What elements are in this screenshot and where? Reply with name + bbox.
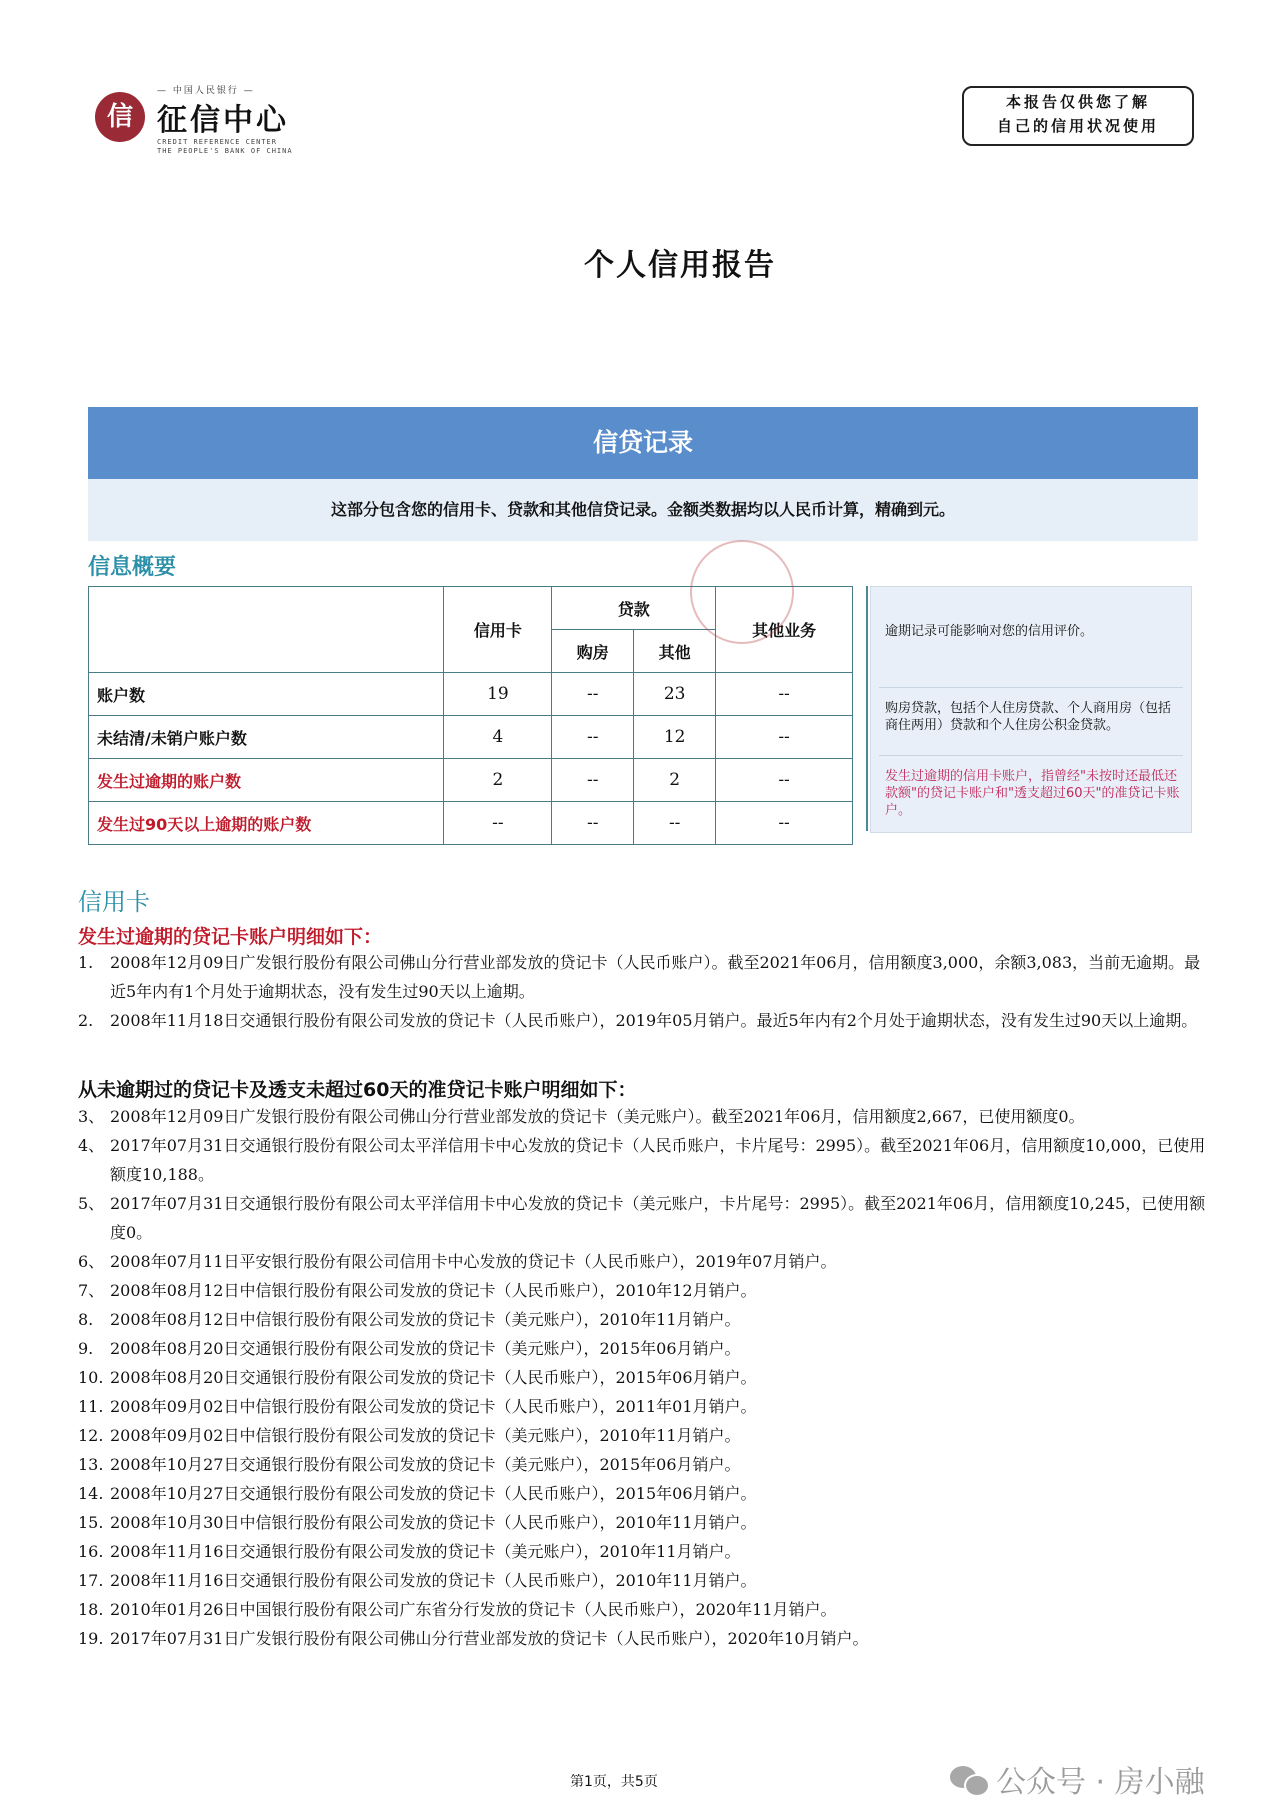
note-overdue-definition: 发生过逾期的信用卡账户，指曾经"未按时还最低还款额"的贷记卡账户和"透支超过60天"的准贷记卡账户。 — [879, 755, 1183, 819]
list-item — [78, 1247, 1213, 1276]
table-row — [89, 716, 853, 759]
logo-sub-line2: THE PEOPLE'S BANK OF CHINA — [157, 147, 293, 155]
row-label: 发生过90天以上逾期的账户数 — [89, 802, 444, 845]
item-text: 2008年09月02日中信银行股份有限公司发放的贷记卡（美元账户），2010年11月销户。 — [110, 1426, 741, 1445]
item-text: 2008年09月02日中信银行股份有限公司发放的贷记卡（人民币账户），2011年01月销户。 — [110, 1397, 757, 1416]
list-item — [78, 1189, 1213, 1247]
notice-line1: 本报告仅供您了解 — [1005, 93, 1150, 111]
item-number: 12. — [78, 1426, 104, 1445]
item-number: 7、 — [78, 1281, 105, 1300]
item-number: 19. — [78, 1629, 104, 1648]
overdue-accounts-list — [78, 948, 1213, 1035]
cell-credit-card: -- — [444, 802, 552, 845]
credit-center-logo — [95, 80, 355, 160]
item-text: 2008年07月11日平安银行股份有限公司信用卡中心发放的贷记卡（人民币账户），2019年07月销户。 — [110, 1252, 837, 1271]
cell-other-business: -- — [716, 759, 853, 802]
item-text: 2008年11月16日交通银行股份有限公司发放的贷记卡（人民币账户），2010年11月销户。 — [110, 1571, 757, 1590]
item-text: 2008年08月20日交通银行股份有限公司发放的贷记卡（美元账户），2015年06月销户。 — [110, 1339, 741, 1358]
item-number: 14. — [78, 1484, 104, 1503]
row-label: 发生过逾期的账户数 — [89, 759, 444, 802]
notice-line2: 自己的信用状况使用 — [996, 117, 1159, 135]
item-number: 4、 — [78, 1136, 105, 1155]
note-overdue-impact: 逾期记录可能影响对您的信用评价。 — [885, 624, 1094, 639]
cell-credit-card: 4 — [444, 716, 552, 759]
list-item — [78, 1537, 1213, 1566]
row-label: 账户数 — [89, 673, 444, 716]
list-item — [78, 1566, 1213, 1595]
col-loan: 贷款 — [552, 587, 716, 630]
logo-sub-line1: CREDIT REFERENCE CENTER — [157, 138, 277, 146]
cell-other: -- — [634, 802, 716, 845]
cell-other: 23 — [634, 673, 716, 716]
list-item — [78, 1305, 1213, 1334]
item-number: 16. — [78, 1542, 104, 1561]
seal-stamp-decoration — [690, 540, 794, 644]
logo-subtitle — [157, 138, 293, 156]
list-item — [78, 1421, 1213, 1450]
col-loan-other: 其他 — [634, 630, 716, 673]
item-text: 2008年08月20日交通银行股份有限公司发放的贷记卡（人民币账户），2015年06月销户。 — [110, 1368, 757, 1387]
list-item — [78, 1276, 1213, 1305]
item-text: 2017年07月31日交通银行股份有限公司太平洋信用卡中心发放的贷记卡（人民币账户，卡片尾号：2995）。截至2021年06月，信用额度10,000，已使用额度10,188。 — [110, 1136, 1206, 1184]
item-text: 2008年12月09日广发银行股份有限公司佛山分行营业部发放的贷记卡（美元账户）。截至2021年06月，信用额度2,667，已使用额度0。 — [110, 1107, 1085, 1126]
list-item — [78, 1595, 1213, 1624]
page-indicator: 第1页，共5页 — [570, 1774, 658, 1790]
cell-other-business: -- — [716, 802, 853, 845]
section-banner: 信贷记录 — [88, 407, 1198, 479]
cell-other: 12 — [634, 716, 716, 759]
col-loan-housing: 购房 — [552, 630, 634, 673]
item-text: 2017年07月31日交通银行股份有限公司太平洋信用卡中心发放的贷记卡（美元账户，卡片尾号：2995）。截至2021年06月，信用额度10,245，已使用额度0。 — [110, 1194, 1206, 1242]
table-row — [89, 759, 853, 802]
item-number: 15. — [78, 1513, 104, 1532]
item-number: 6、 — [78, 1252, 105, 1271]
col-other-business: 其他业务 — [716, 587, 853, 673]
cell-housing: -- — [552, 716, 634, 759]
col-credit-card: 信用卡 — [444, 587, 552, 673]
item-number: 5、 — [78, 1194, 105, 1213]
list-item — [78, 1006, 1213, 1035]
item-number: 11. — [78, 1397, 104, 1416]
item-text: 2008年10月30日中信银行股份有限公司发放的贷记卡（人民币账户），2010年11月销户。 — [110, 1513, 757, 1532]
cell-housing: -- — [552, 759, 634, 802]
cell-other-business: -- — [716, 673, 853, 716]
summary-heading: 信息概要 — [88, 555, 177, 580]
item-text: 2008年12月09日广发银行股份有限公司佛山分行营业部发放的贷记卡（人民币账户）。截至2021年06月，信用额度3,000，余额3,083，当前无逾期。最近5年内有1个月处于逾期状态，没有发生过90天以上逾期。 — [110, 953, 1201, 1001]
item-number: 17. — [78, 1571, 104, 1590]
item-number: 13. — [78, 1455, 104, 1474]
table-row — [89, 673, 853, 716]
item-number: 9. — [78, 1339, 94, 1358]
list-item — [78, 1479, 1213, 1508]
table-row — [89, 802, 853, 845]
item-text: 2008年11月16日交通银行股份有限公司发放的贷记卡（美元账户），2010年11月销户。 — [110, 1542, 741, 1561]
item-number: 10. — [78, 1368, 104, 1387]
cell-housing: -- — [552, 673, 634, 716]
report-title: 个人信用报告 — [584, 248, 776, 283]
corner-cell — [89, 587, 444, 673]
cell-credit-card: 2 — [444, 759, 552, 802]
logo-seal-icon: 信 — [95, 92, 145, 142]
item-number: 1. — [78, 953, 94, 972]
wechat-icon — [950, 1766, 988, 1796]
list-item — [78, 1363, 1213, 1392]
item-text: 2008年11月18日交通银行股份有限公司发放的贷记卡（人民币账户），2019年05月销户。最近5年内有2个月处于逾期状态，没有发生过90天以上逾期。 — [110, 1011, 1198, 1030]
list-item — [78, 1131, 1213, 1189]
normal-accounts-heading: 从未逾期过的贷记卡及透支未超过60天的准贷记卡账户明细如下： — [78, 1079, 637, 1101]
item-text: 2008年10月27日交通银行股份有限公司发放的贷记卡（美元账户），2015年06月销户。 — [110, 1455, 741, 1474]
item-text: 2017年07月31日广发银行股份有限公司佛山分行营业部发放的贷记卡（人民币账户），2020年10月销户。 — [110, 1629, 869, 1648]
item-text: 2008年10月27日交通银行股份有限公司发放的贷记卡（人民币账户），2015年06月销户。 — [110, 1484, 757, 1503]
item-number: 2. — [78, 1011, 94, 1030]
row-label: 未结清/未销户账户数 — [89, 716, 444, 759]
wechat-watermark — [950, 1757, 1205, 1801]
logo-top-text: — 中国人民银行 — — [157, 86, 255, 96]
notes-divider — [866, 586, 868, 831]
list-item — [78, 1102, 1213, 1131]
cell-other-business: -- — [716, 716, 853, 759]
item-number: 8. — [78, 1310, 94, 1329]
item-text: 2008年08月12日中信银行股份有限公司发放的贷记卡（美元账户），2010年11月销户。 — [110, 1310, 741, 1329]
overdue-accounts-heading: 发生过逾期的贷记卡账户明细如下： — [78, 926, 383, 948]
logo-name: 征信中心 — [157, 103, 289, 138]
watermark-text: 公众号 · 房小融 — [996, 1765, 1205, 1800]
list-item — [78, 1392, 1213, 1421]
item-number: 18. — [78, 1600, 104, 1619]
note-housing-loan: 购房贷款，包括个人住房贷款、个人商用房（包括商住两用）贷款和个人住房公积金贷款。 — [879, 687, 1183, 734]
item-text: 2010年01月26日中国银行股份有限公司广东省分行发放的贷记卡（人民币账户），2020年11月销户。 — [110, 1600, 837, 1619]
list-item — [78, 1450, 1213, 1479]
cell-housing: -- — [552, 802, 634, 845]
item-text: 2008年08月12日中信银行股份有限公司发放的贷记卡（人民币账户），2010年12月销户。 — [110, 1281, 757, 1300]
normal-accounts-list — [78, 1102, 1213, 1653]
list-item — [78, 1508, 1213, 1537]
credit-card-heading: 信用卡 — [78, 888, 150, 916]
item-number: 3、 — [78, 1107, 105, 1126]
list-item — [78, 1334, 1213, 1363]
usage-notice-box — [962, 86, 1194, 146]
cell-other: 2 — [634, 759, 716, 802]
cell-credit-card: 19 — [444, 673, 552, 716]
list-item — [78, 948, 1213, 1006]
list-item — [78, 1624, 1213, 1653]
section-description: 这部分包含您的信用卡、贷款和其他信贷记录。金额类数据均以人民币计算，精确到元。 — [88, 479, 1198, 541]
report-title-wrap — [0, 240, 1280, 284]
summary-notes-panel — [870, 586, 1192, 833]
